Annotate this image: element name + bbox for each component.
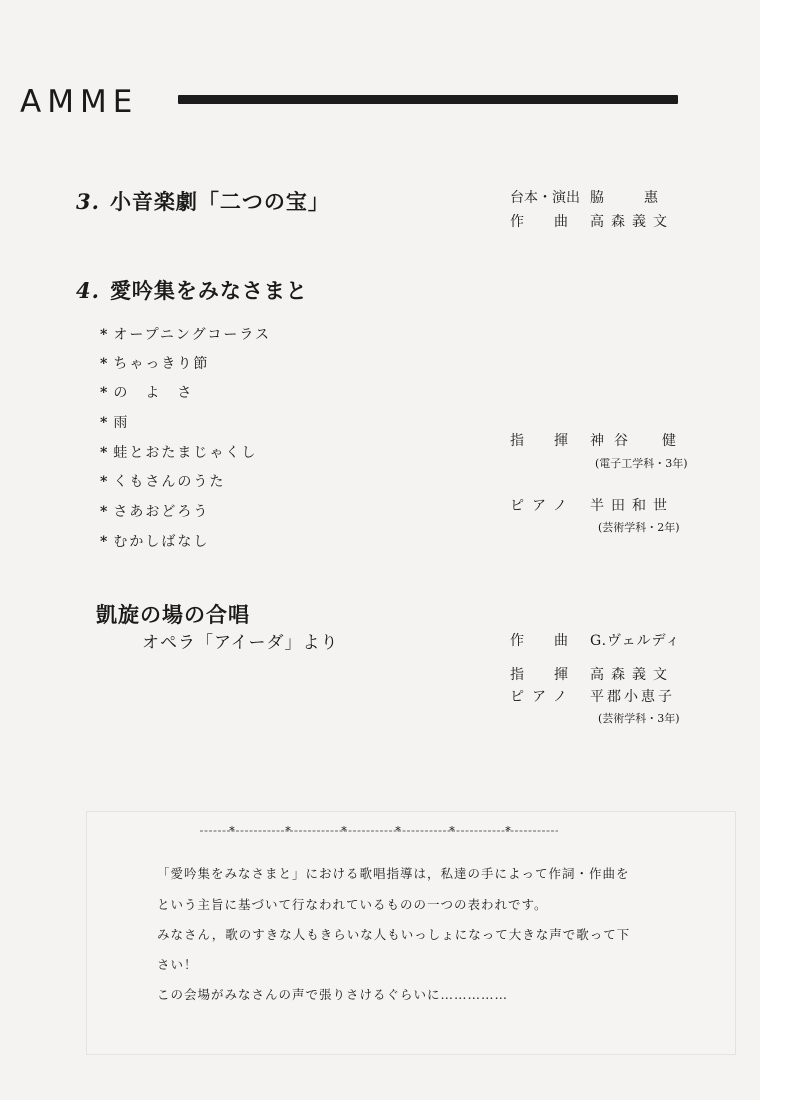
list-item	[100, 353, 209, 373]
page-edge	[760, 0, 800, 1100]
svg-text:*: *	[449, 826, 455, 836]
header-title: AMME	[20, 84, 139, 120]
item-3-number: 3.	[76, 189, 100, 214]
list-item	[100, 412, 129, 432]
credit-role: 作 曲	[510, 214, 576, 230]
song-title: ちゃっきり節	[113, 356, 210, 372]
svg-text:*: *	[505, 826, 511, 836]
credit-role: 指 揮	[510, 667, 576, 683]
note-line-2: という主旨に基づいて行なわれているものの一つの表われです。	[157, 897, 548, 912]
credit-affiliation: (電子工学科・3年)	[595, 457, 688, 470]
credit-composer	[510, 211, 674, 231]
item-4-heading	[76, 275, 308, 305]
svg-text:*: *	[395, 826, 401, 836]
credit-role: 台本・演出	[510, 190, 580, 206]
credit-name: 半田和世	[590, 498, 674, 514]
note-line-3: みなさん，歌のすきな人もきらいな人もいっしょになって大きな声で歌って下	[157, 927, 631, 942]
item-5-title: 凱旋の場の合唱	[96, 602, 250, 627]
song-marker: *	[100, 356, 110, 372]
credit-role: ピアノ	[510, 498, 575, 514]
svg-text:*: *	[285, 826, 291, 836]
list-item	[100, 531, 209, 551]
credit-name: 脇 惠	[590, 190, 662, 206]
song-marker: *	[100, 445, 110, 461]
song-marker: *	[100, 327, 110, 343]
song-marker: *	[100, 385, 110, 401]
song-title: の よ さ	[113, 385, 194, 401]
song-title: さあおどろう	[113, 504, 210, 520]
svg-text:*: *	[341, 826, 347, 836]
song-marker: *	[100, 474, 110, 490]
note-line-4: さい！	[157, 957, 198, 972]
credit-affiliation: (芸術学科・2年)	[598, 521, 680, 534]
song-marker: *	[100, 415, 110, 431]
item-3-heading	[76, 186, 330, 216]
list-item	[100, 442, 257, 462]
note-line-5: この会場がみなさんの声で張りさけるぐらいに……………	[157, 987, 509, 1002]
credit-name: 平郡小恵子	[590, 689, 675, 705]
song-title: 蛙とおたまじゃくし	[113, 445, 258, 461]
song-marker: *	[100, 534, 110, 550]
item-4-number: 4.	[76, 278, 100, 303]
credit-affiliation: (芸術学科・3年)	[598, 712, 680, 725]
credit-name: 高森義文	[590, 667, 674, 683]
credit-role: 作 曲	[510, 633, 576, 649]
song-title: オープニングコーラス	[113, 327, 271, 343]
item-3-title: 小音楽劇「二つの宝」	[109, 189, 330, 214]
song-title: むかしばなし	[113, 534, 210, 550]
credit-conductor	[510, 430, 686, 450]
svg-text:*: *	[229, 826, 235, 836]
header-rule	[178, 95, 678, 104]
credit-name: G.ヴェルディ	[590, 633, 681, 649]
credit-name: 高森義文	[590, 214, 674, 230]
list-item	[100, 501, 209, 521]
list-item	[100, 324, 271, 344]
song-marker: *	[100, 504, 110, 520]
list-item	[100, 471, 225, 491]
page-header	[20, 84, 680, 124]
item-5-subtitle: オペラ「アイーダ」より	[142, 633, 339, 653]
credit-pianist	[510, 495, 674, 515]
song-title: くもさんのうた	[113, 474, 226, 490]
credit-pianist	[510, 686, 675, 706]
credit-composer	[510, 630, 680, 650]
credit-name: 神谷 健	[590, 433, 686, 449]
credit-role: ピアノ	[510, 689, 575, 705]
credit-conductor	[510, 664, 674, 684]
star-divider	[200, 826, 558, 836]
item-4-title: 愛吟集をみなさまと	[109, 278, 308, 303]
credit-libretto	[510, 187, 662, 207]
credit-role: 指 揮	[510, 433, 576, 449]
song-title: 雨	[113, 415, 130, 431]
list-item	[100, 382, 193, 402]
note-line-1: 「愛吟集をみなさまと」における歌唱指導は，私達の手によって作詞・作曲を	[157, 866, 630, 881]
